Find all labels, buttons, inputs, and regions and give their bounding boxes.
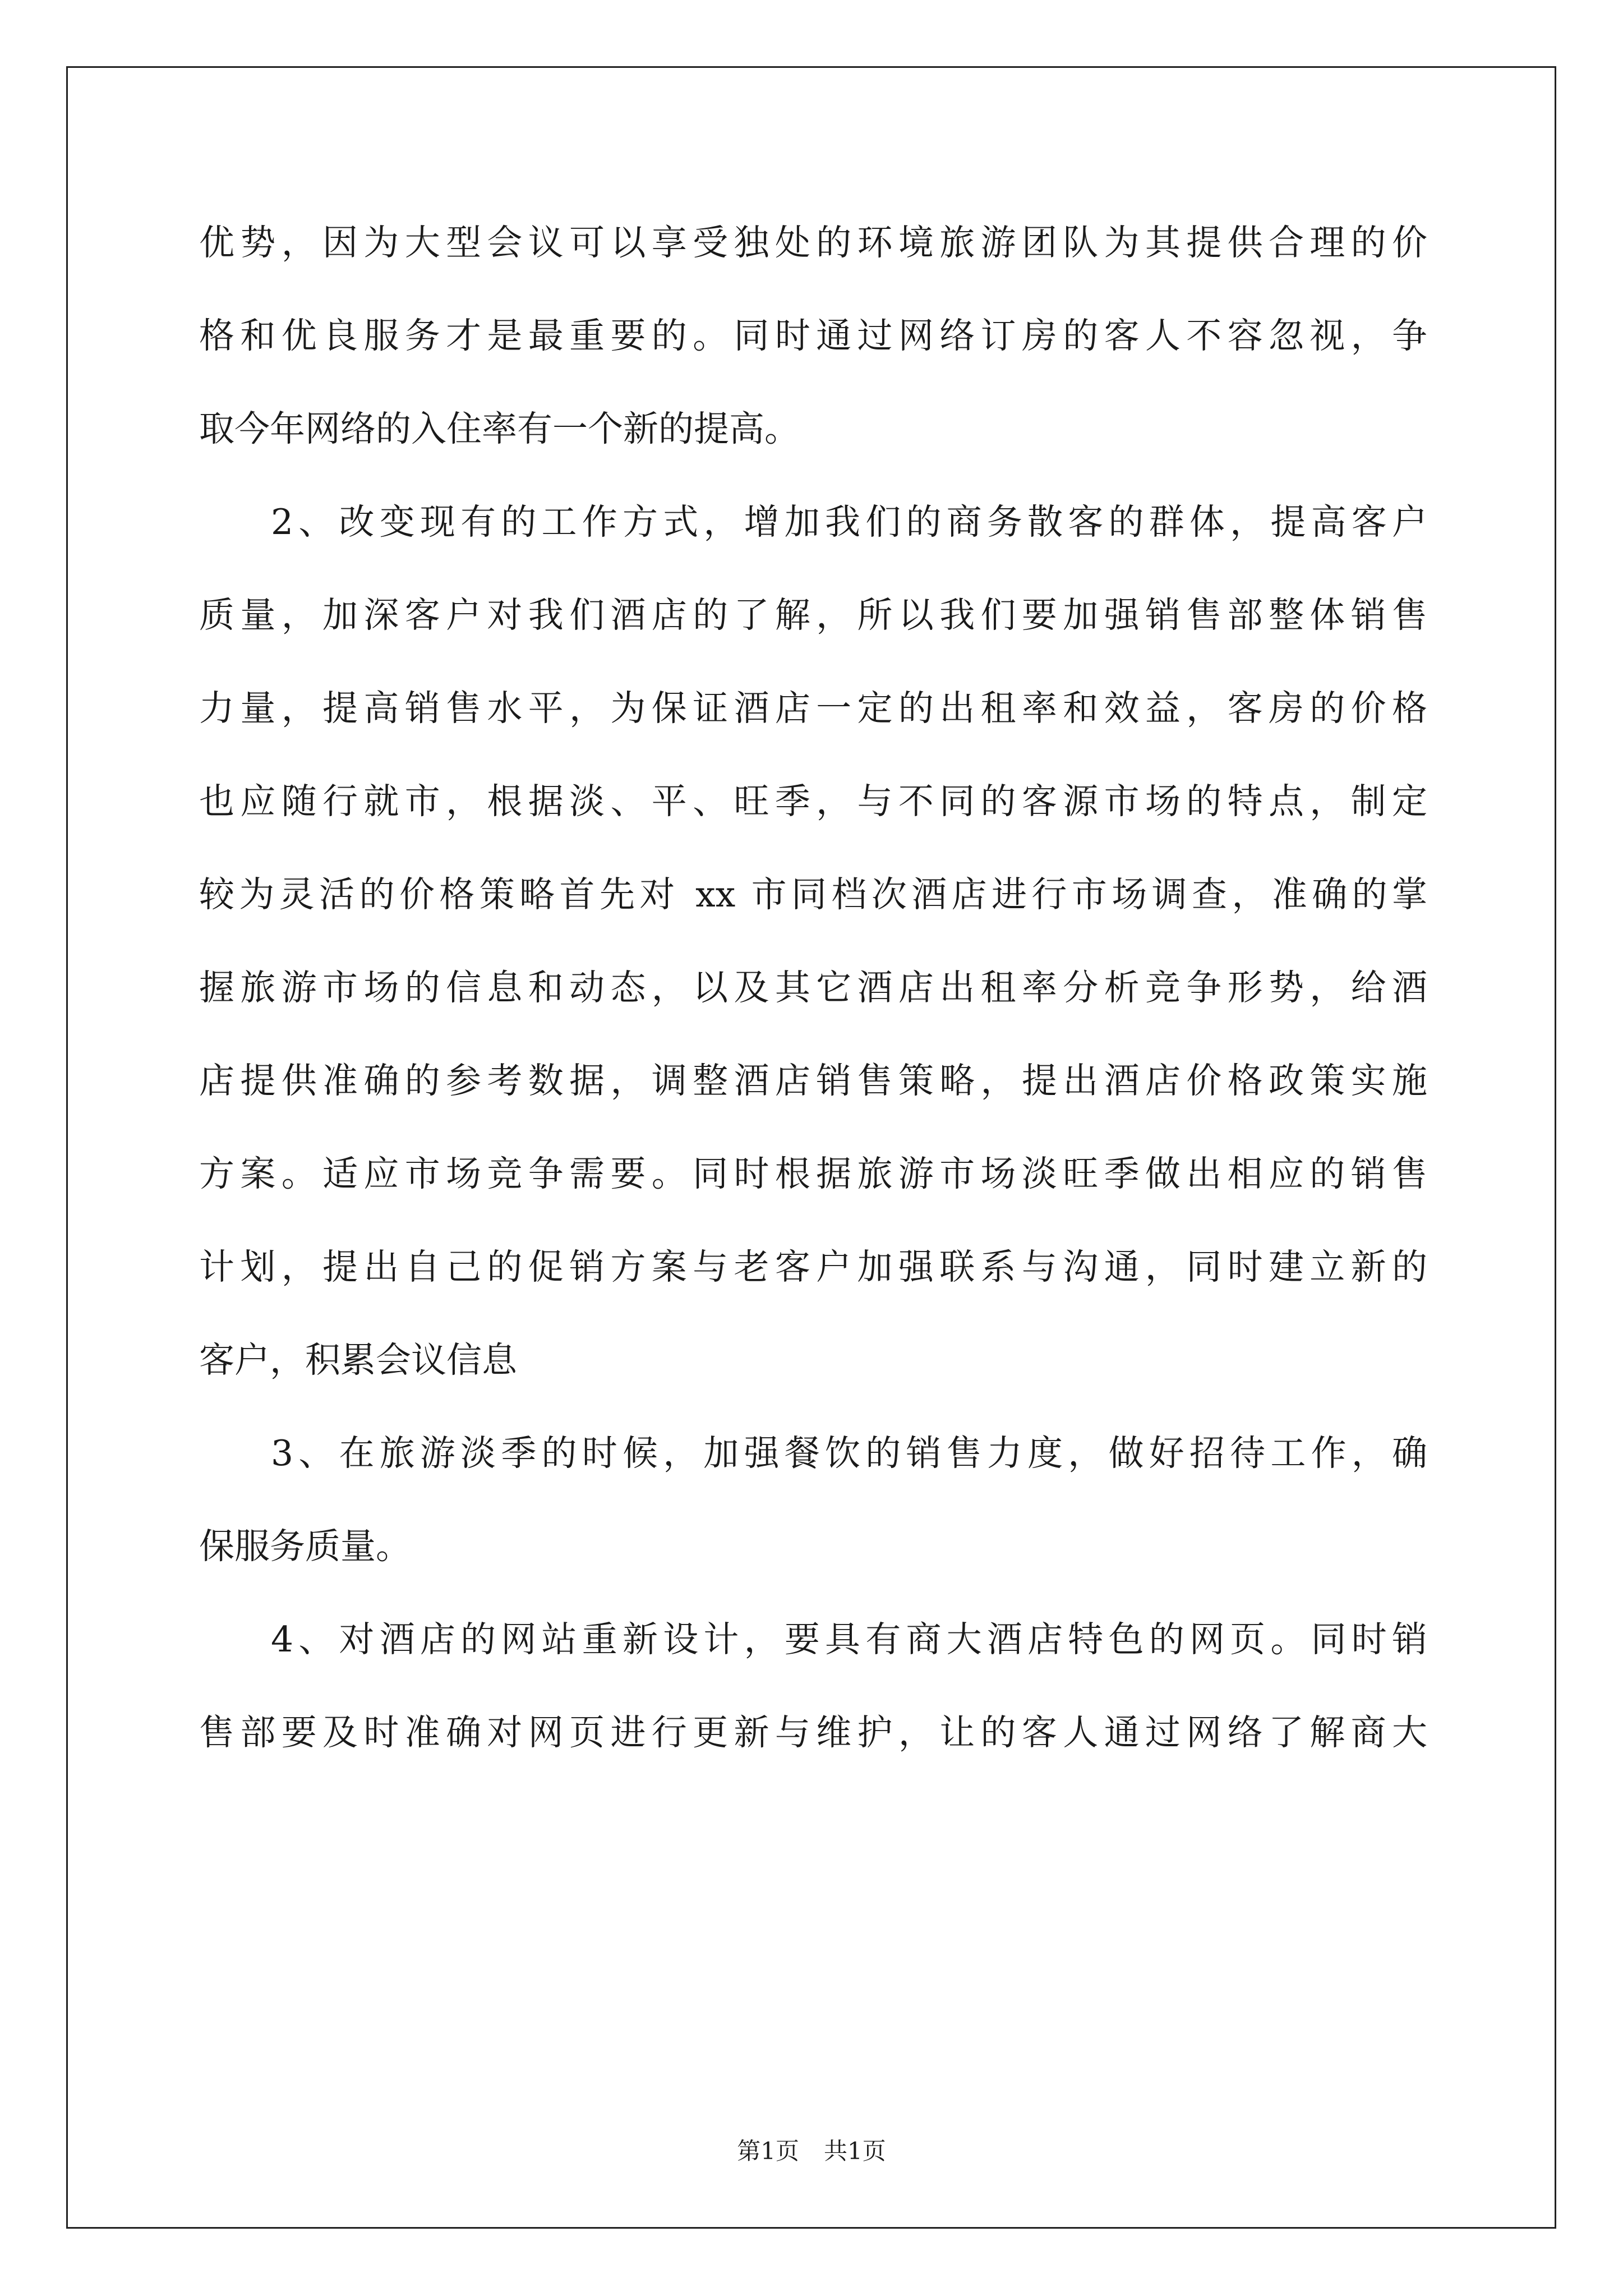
text-line: 2、改变现有的工作方式，增加我们的商务散客的群体，提高客户	[271, 501, 1427, 542]
text-line: 质量，加深客户对我们酒店的了解，所以我们要加强销售部整体销售	[199, 595, 1427, 636]
page-total: 共1页	[824, 2137, 886, 2165]
text-line: 4、对酒店的网站重新设计，要具有商大酒店特色的网页。同时销	[271, 1619, 1427, 1660]
page-footer	[0, 2134, 1623, 2168]
text-line: 店提供准确的参考数据，调整酒店销售策略，提出酒店价格政策实施	[199, 1060, 1427, 1101]
text-line: 3、在旅游淡季的时候，加强餐饮的销售力度，做好招待工作，确	[271, 1433, 1427, 1474]
text-line: 握旅游市场的信息和动态，以及其它酒店出租率分析竞争形势，给酒	[199, 967, 1427, 1008]
text-line: 计划，提出自己的促销方案与老客户加强联系与沟通，同时建立新的	[199, 1246, 1427, 1287]
text-line: 客户，积累会议信息	[199, 1340, 517, 1381]
page-number: 第1页	[737, 2137, 799, 2165]
text-line: 也应随行就市，根据淡、平、旺季，与不同的客源市场的特点，制定	[199, 781, 1427, 822]
text-line: 优势，因为大型会议可以享受独处的环境旅游团队为其提供合理的价	[199, 222, 1427, 263]
text-line: 取今年网络的入住率有一个新的提高。	[199, 408, 800, 449]
text-line: 售部要及时准确对网页进行更新与维护，让的客人通过网络了解商大	[199, 1712, 1427, 1753]
text-line: 力量，提高销售水平，为保证酒店一定的出租率和效益，客房的价格	[199, 688, 1427, 729]
text-line: 较为灵活的价格策略首先对 xx 市同档次酒店进行市场调查，准确的掌	[199, 874, 1427, 915]
text-line: 保服务质量。	[199, 1526, 411, 1567]
text-line: 方案。适应市场竞争需要。同时根据旅游市场淡旺季做出相应的销售	[199, 1153, 1427, 1194]
document-body	[199, 196, 1427, 1779]
text-line: 格和优良服务才是最重要的。同时通过网络订房的客人不容忽视，争	[199, 315, 1427, 356]
